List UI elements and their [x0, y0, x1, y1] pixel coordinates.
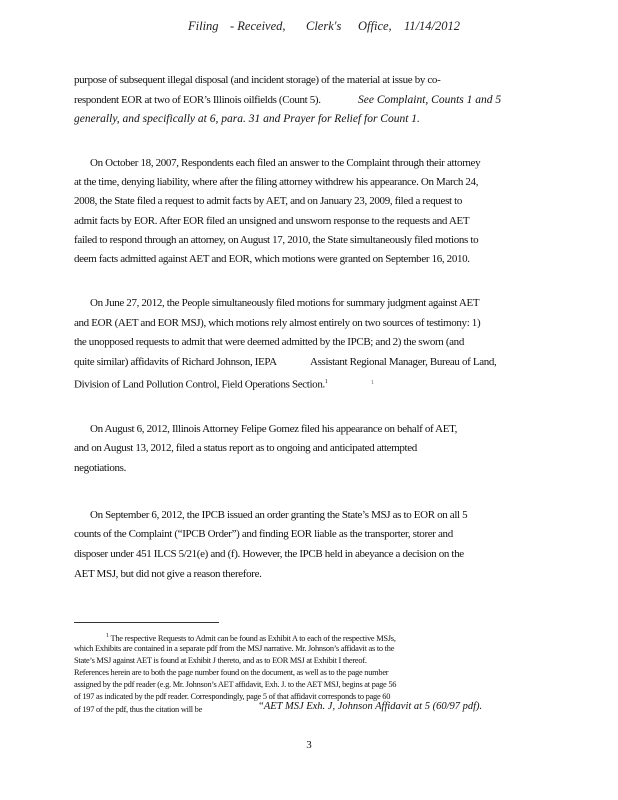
header-office: Office, [358, 19, 392, 33]
text-line: AET MSJ, but did not give a reason therefore. [74, 568, 262, 580]
text-line: On June 27, 2012, the People simultaneously filed motions for summary judgment against AET [90, 297, 480, 309]
text-line-content: Division of Land Pollution Control, Field Operations Section. [74, 378, 325, 391]
text-line: On September 6, 2012, the IPCB issued an order granting the State’s MSJ as to EOR on all 5 [90, 509, 468, 521]
text-line: and EOR (AET and EOR MSJ), which motions rely almost entirely on two sources of testimony: 1) [74, 317, 481, 329]
text-line: at the time, denying liability, where after the filing attorney withdrew his appearance. On March 24, [74, 176, 479, 188]
text-line: and on August 13, 2012, filed a status report as to ongoing and anticipated attempted [74, 442, 417, 454]
filing-stamp-header [0, 19, 618, 39]
text-line: purpose of subsequent illegal disposal (and incident storage) of the material at issue by co- [74, 74, 441, 86]
header-date: 11/14/2012 [404, 19, 461, 33]
header-received: - Received, [230, 19, 286, 33]
citation: See Complaint, Counts 1 and 5 [358, 94, 502, 106]
header-clerks: Clerk's [306, 19, 342, 33]
text-line: Assistant Regional Manager, Bureau of Land, [310, 356, 497, 368]
footnote-line: State’s MSJ against AET is found at Exhibit J thereto, and as to EOR MSJ at Exhibit I thereof. [74, 656, 367, 665]
text-line: On August 6, 2012, Illinois Attorney Felipe Gomez filed his appearance on behalf of AET, [90, 423, 458, 435]
footnote-reference: 1 [324, 379, 328, 385]
footnote-line: which Exhibits are contained in a separate pdf from the MSJ narrative. Mr. Johnson’s affidavit as to the [74, 644, 395, 653]
citation: generally, and specifically at 6, para. 31 and Prayer for Relief for Count 1. [74, 113, 420, 125]
footnote-line: assigned by the pdf reader (e.g. Mr. Johnson’s AET affidavit, Exh. J. to the AET MSJ, begins at page 56 [74, 680, 397, 689]
text-line: respondent EOR at two of EOR’s Illinois oilfields (Count 5). [74, 94, 321, 106]
footnote-line: References herein are to both the page number found on the document, as well as to the page number [74, 668, 389, 677]
text-line: negotiations. [74, 462, 126, 474]
header-filing: Filing [188, 19, 219, 33]
footnote-line: of 197 of the pdf, thus the citation will be [74, 705, 203, 714]
page-number: 3 [306, 739, 312, 751]
footnote-separator [74, 622, 219, 623]
footnote-marker: 1 [106, 633, 109, 639]
text-line: counts of the Complaint (“IPCB Order”) and finding EOR liable as the transporter, storer and [74, 528, 453, 540]
text-line: quite similar) affidavits of Richard Johnson, IEPA [74, 356, 277, 368]
footnote-citation: “AET MSJ Exh. J, Johnson Affidavit at 5 (60/97 pdf). [258, 701, 483, 712]
text-line: disposer under 451 ILCS 5/21(e) and (f). However, the IPCB held in abeyance a decision on the [74, 548, 464, 560]
footnote-line [106, 631, 396, 642]
text-line: On October 18, 2007, Respondents each filed an answer to the Complaint through their attorney [90, 157, 481, 169]
text-line: admit facts by EOR. After EOR filed an unsigned and unsworn response to the requests and AET [74, 215, 470, 227]
text-line: 2008, the State filed a request to admit facts by AET, and on January 23, 2009, filed a request to [74, 195, 462, 207]
text-line: deem facts admitted against AET and EOR, which motions were granted on September 16, 2010. [74, 253, 470, 265]
stray-footnote-mark: 1 [371, 380, 374, 386]
footnote-text: The respective Requests to Admit can be found as Exhibit A to each of the respective MSJs, [110, 633, 396, 643]
text-line: failed to respond through an attorney, on August 17, 2010, the State simultaneously filed motions to [74, 234, 479, 246]
footnote-line: of 197 as indicated by the pdf reader. Correspondingly, page 5 of that affidavit corresponds to page 60 [74, 692, 391, 701]
text-line: the unopposed requests to admit that were deemed admitted by the IPCB; and 2) the sworn (and [74, 336, 464, 348]
text-line [74, 375, 328, 389]
